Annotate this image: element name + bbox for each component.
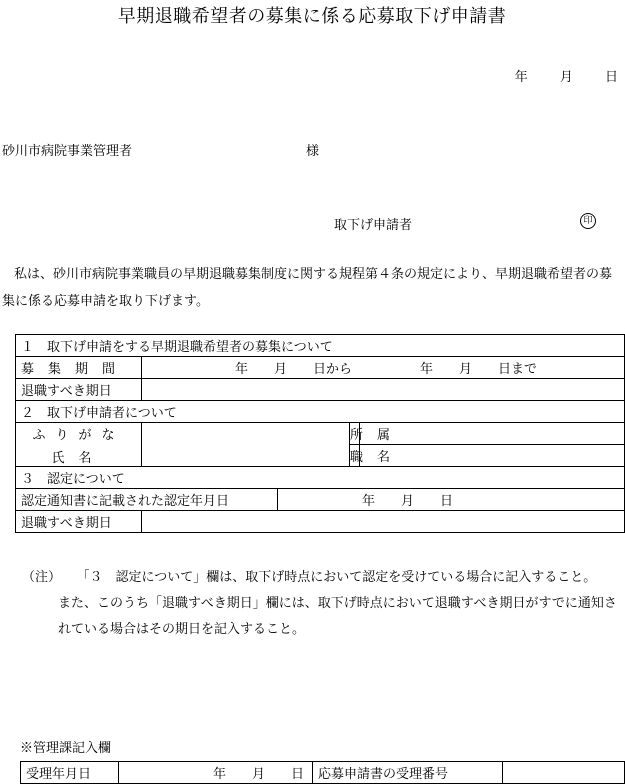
receipt-number-label: 応募申請書の受理番号: [313, 762, 503, 784]
name-label: 氏名: [51, 450, 106, 466]
note-block: [22, 565, 624, 643]
receipt-number-field[interactable]: [503, 762, 625, 784]
note-line1: 「３ 認定について」欄は、取下げ時点において認定を受けている場合に記入すること。: [83, 570, 597, 585]
page-title: 早期退職希望者の募集に係る応募取下げ申請書: [117, 6, 507, 27]
management-section-label: ※管理課記入欄: [20, 741, 112, 756]
recipient-name: 砂川市病院事業管理者: [2, 144, 133, 159]
applicant-label: 取下げ申請者: [334, 218, 413, 233]
recruitment-period-label: 募集期間: [16, 357, 142, 379]
section2-heading: ２ 取下げ申請者について: [16, 401, 625, 423]
name-field[interactable]: [142, 423, 350, 467]
furigana-label: ふりがな: [32, 427, 125, 443]
period-from: 年 月 日から: [234, 362, 352, 377]
certified-retire-date-field[interactable]: [142, 511, 625, 533]
notice-date-label: 認定通知書に記載された認定年月日: [16, 489, 278, 511]
honorific: 様: [306, 144, 320, 159]
received-date-label: 受理年月日: [21, 762, 119, 784]
retire-date-label: 退職すべき期日: [16, 379, 142, 401]
seal-icon: 印: [580, 213, 596, 229]
period-to: 年 月 日まで: [419, 362, 537, 377]
section3-heading: ３ 認定について: [16, 467, 625, 489]
retire-date-field[interactable]: [142, 379, 625, 401]
section1-heading: １ 取下げ申請をする早期退職希望者の募集について: [16, 335, 625, 357]
application-table: [15, 334, 625, 533]
received-date-field[interactable]: [119, 762, 313, 784]
notice-date-value: 年 月 日: [361, 494, 453, 509]
dept-label: 所属: [350, 423, 360, 445]
certified-retire-date-label: 退職すべき期日: [16, 511, 142, 533]
note-prefix: （注）: [22, 570, 62, 585]
post-label: 職名: [350, 445, 360, 467]
date-line: 年 月 日: [514, 70, 618, 85]
management-table: [20, 761, 625, 784]
recruitment-period-field[interactable]: [142, 357, 625, 379]
name-label-cell: [16, 423, 142, 467]
notice-date-field[interactable]: [278, 489, 625, 511]
statement-text: 私は、砂川市病院事業職員の早期退職募集制度に関する規程第４条の規定により、早期退職希望者の募集に係る応募申請を取り下げます。: [2, 267, 613, 309]
received-date-value: 年 月 日: [212, 767, 304, 782]
note-line2: また、このうち「退職すべき期日」欄には、取下げ時点において退職すべき期日がすでに通知されている場合はその期日を記入すること。: [58, 596, 617, 637]
